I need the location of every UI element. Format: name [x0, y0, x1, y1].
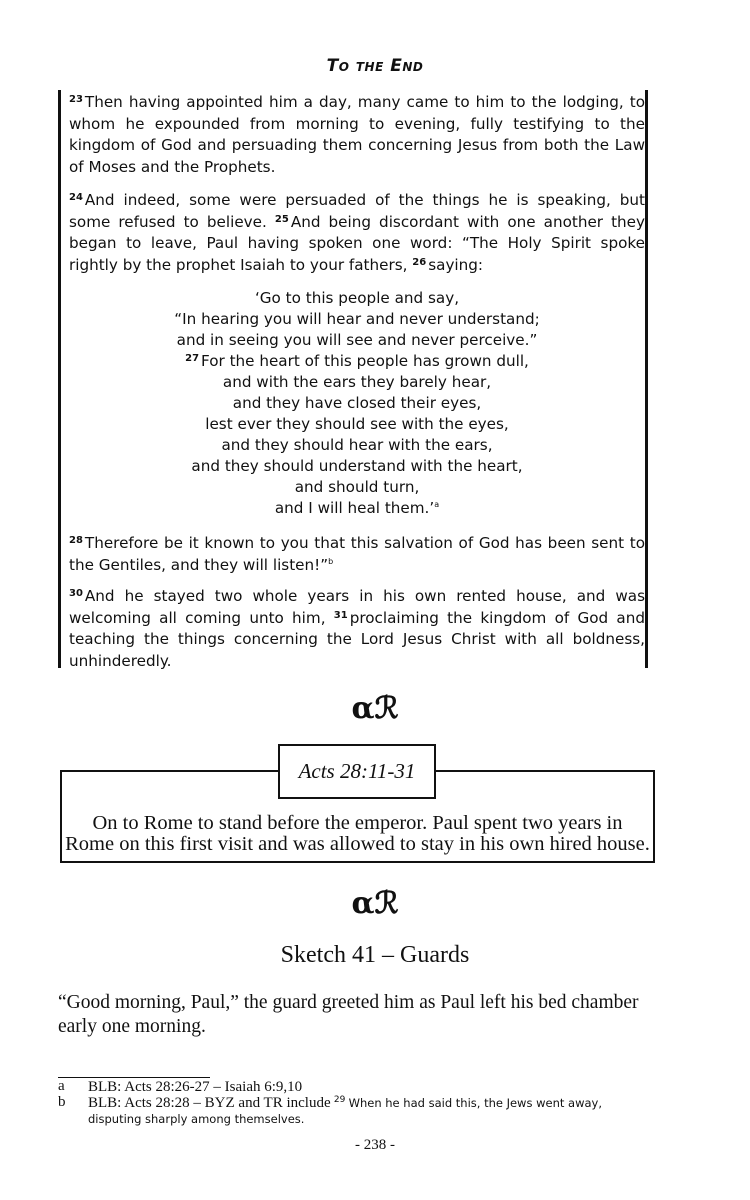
poem-line: lest ever they should see with the eyes, [205, 415, 509, 433]
footnote-verse-number: 29 [333, 1095, 346, 1105]
footnote-mark: a [58, 1078, 65, 1094]
poem-line: and they should hear with the ears, [221, 436, 493, 454]
summary-text [60, 813, 655, 855]
poem-line: and they have closed their eyes, [232, 394, 482, 412]
poem-line: and in seeing you will see and never perceive.” [176, 331, 538, 349]
verse-number: 30 [69, 588, 83, 599]
verse-text: And indeed, some were persuaded of the things he is speaking, but some refused to believe. [69, 191, 645, 231]
footnote-reference: BLB: Acts 28:26-27 – Isaiah 6:9,10 [88, 1079, 303, 1095]
verse-text: Then having appointed him a day, many came to him to the lodging, to whom he expounded from morning to evening, fully testifying to the kingdom of God and persuading them concerning Jesus from both the Law of Moses and the Prophets. [69, 93, 645, 176]
verse-text: Therefore be it known to you that this salvation of God has been sent to the Gentiles, and they will listen!” [69, 534, 645, 574]
scripture-passage [58, 90, 648, 668]
footnote-divider [58, 1077, 210, 1078]
summary-line: On to Rome to stand before the emperor. Paul spent two years in [92, 812, 623, 834]
verse-number: 27 [185, 353, 200, 364]
verse-number: 31 [333, 609, 348, 621]
poem-line: For the heart of this people has grown dull, [201, 352, 529, 370]
running-head: To the End [326, 56, 424, 76]
fleuron-ornament-icon: αℛ [351, 886, 399, 921]
footnote-b [58, 1095, 658, 1127]
poem-line: and they should understand with the heart, [191, 457, 523, 475]
scripture-paragraph-2 [69, 190, 645, 276]
sketch-title: Sketch 41 – Guards [280, 942, 470, 968]
footnote-a [58, 1079, 658, 1095]
verse-text: And he stayed two whole years in his own rented house, and was welcoming all coming unto him, [69, 587, 645, 627]
verse-text: saying: [428, 255, 484, 274]
scripture-reference: Acts 28:11-31 [298, 759, 416, 783]
poem-line: ‘Go to this people and say, [254, 289, 460, 307]
quoted-poem [69, 288, 645, 519]
footnotes [58, 1079, 658, 1127]
footnote-reference: BLB: Acts 28:28 – BYZ and TR include [88, 1095, 331, 1111]
poem-line-with-verse [69, 351, 645, 372]
verse-number: 26 [412, 256, 427, 268]
verse-number: 28 [69, 535, 83, 546]
fleuron-ornament-icon: αℛ [351, 691, 399, 726]
footnote-marker[interactable]: b [328, 556, 334, 566]
scripture-paragraph-1 [69, 92, 645, 178]
footnote-marker[interactable]: a [434, 500, 440, 509]
footnote-mark: b [58, 1094, 66, 1110]
poem-line: and should turn, [294, 478, 420, 496]
poem-line-with-footnote [69, 498, 645, 519]
page-number: - 238 - [355, 1137, 395, 1153]
verse-number: 24 [69, 192, 83, 203]
verse-text: proclaiming the kingdom of God and teaching the things concerning the Lord Jesus Christ with all boldness, unhinderedly. [69, 608, 645, 670]
poem-line: and I will heal them.’ [274, 499, 435, 517]
verse-text: And being discordant with one another they began to leave, Paul having spoken one word: “The Holy Spirit spoke rightly by the prophet Isaiah to your fathers, [69, 212, 645, 274]
scripture-reference-box [278, 744, 436, 799]
footnote-note: When he had said this, the Jews went away, disputing sharply among themselves. [88, 1096, 603, 1126]
verse-number: 23 [69, 94, 83, 105]
poem-line: and with the ears they barely hear, [222, 373, 492, 391]
narrative-paragraph: “Good morning, Paul,” the guard greeted him as Paul left his bed chamber early one morning. [58, 992, 639, 1037]
scripture-paragraph-4 [69, 586, 645, 672]
summary-line: Rome on this first visit and was allowed to stay in his own hired house. [65, 833, 650, 855]
scripture-paragraph-3 [69, 533, 645, 576]
verse-number: 25 [274, 213, 289, 225]
poem-line: “In hearing you will hear and never understand; [174, 310, 540, 328]
